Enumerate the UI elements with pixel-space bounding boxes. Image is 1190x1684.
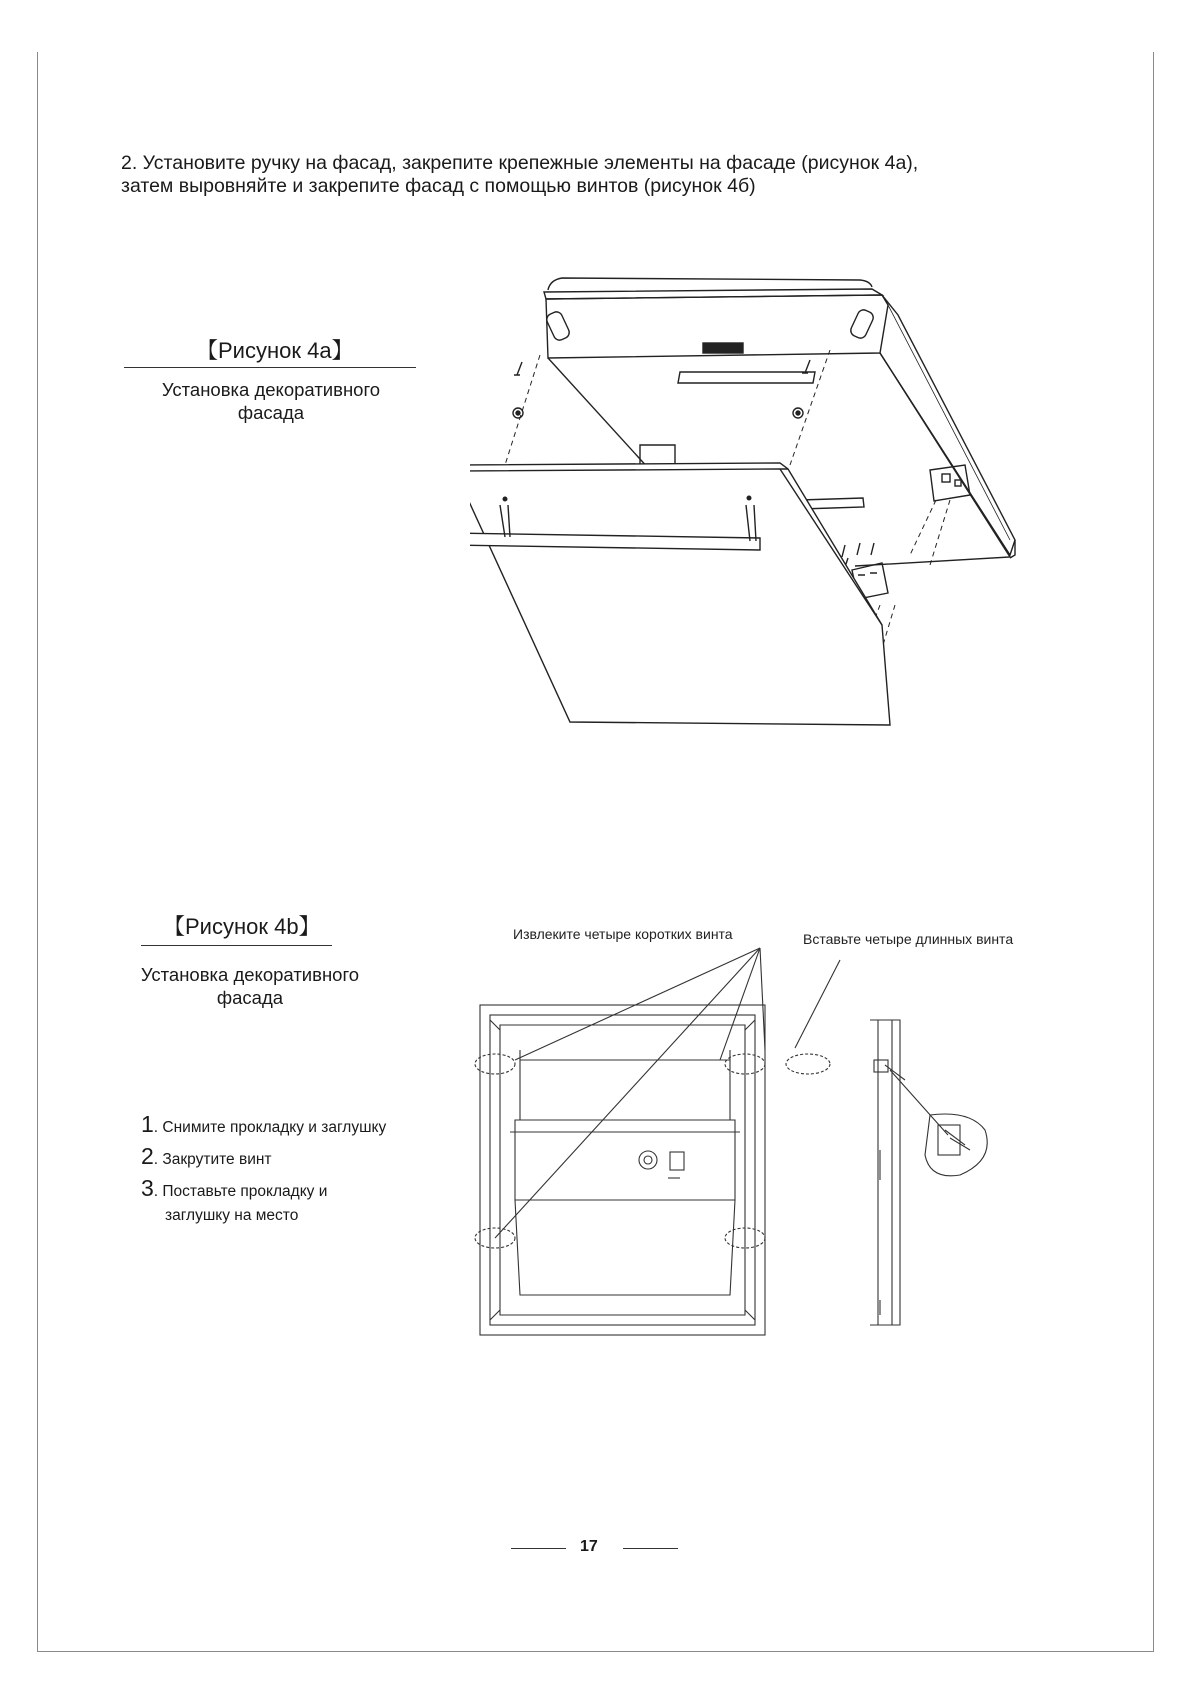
figure-4a-caption-line-1: Установка декоративного (161, 379, 381, 400)
intro-line-1: 2. Установите ручку на фасад, закрепите крепежные элементы на фасаде (рисунок 4а), (121, 152, 919, 174)
figure-4a-caption-line-2: фасада (237, 402, 305, 423)
page-border-bottom (37, 1651, 1154, 1652)
figure-4a-diagram (470, 275, 1030, 795)
step-3: 3. Поставьте прокладку и (141, 1175, 328, 1201)
page-number-rule-left (511, 1548, 566, 1549)
figure-4b-caption (100, 963, 400, 1009)
step-3-continued: заглушку на место (165, 1207, 299, 1224)
figure-4a-title: 【Рисунок 4а】 (196, 338, 354, 363)
page-border-left (37, 52, 38, 1652)
label-remove-short-screws: Извлеките четыре коротких винта (513, 926, 733, 942)
figure-4b-rule (141, 945, 332, 946)
figure-4b-caption-line-2: фасада (216, 987, 284, 1008)
step-2: 2. Закрутите винт (141, 1143, 272, 1169)
figure-4a-rule (124, 367, 416, 368)
page-number-rule-right (623, 1548, 678, 1549)
intro-line-2: затем выровняйте и закрепите фасад с помощью винтов (рисунок 4б) (121, 175, 756, 197)
installation-steps (141, 1110, 386, 1230)
figure-4b-title: 【Рисунок 4b】 (163, 914, 321, 939)
figure-4b-diagram (460, 920, 1060, 1340)
page-border-right (1153, 52, 1154, 1652)
intro-paragraph (121, 152, 1111, 198)
label-insert-long-screws: Вставьте четыре длинных винта (803, 931, 1014, 947)
figure-4a-caption (118, 378, 424, 424)
figure-4b-caption-line-1: Установка декоративного (140, 964, 360, 985)
step-1: 1. Снимите прокладку и заглушку (141, 1111, 387, 1137)
page-number: 17 (580, 1538, 598, 1555)
